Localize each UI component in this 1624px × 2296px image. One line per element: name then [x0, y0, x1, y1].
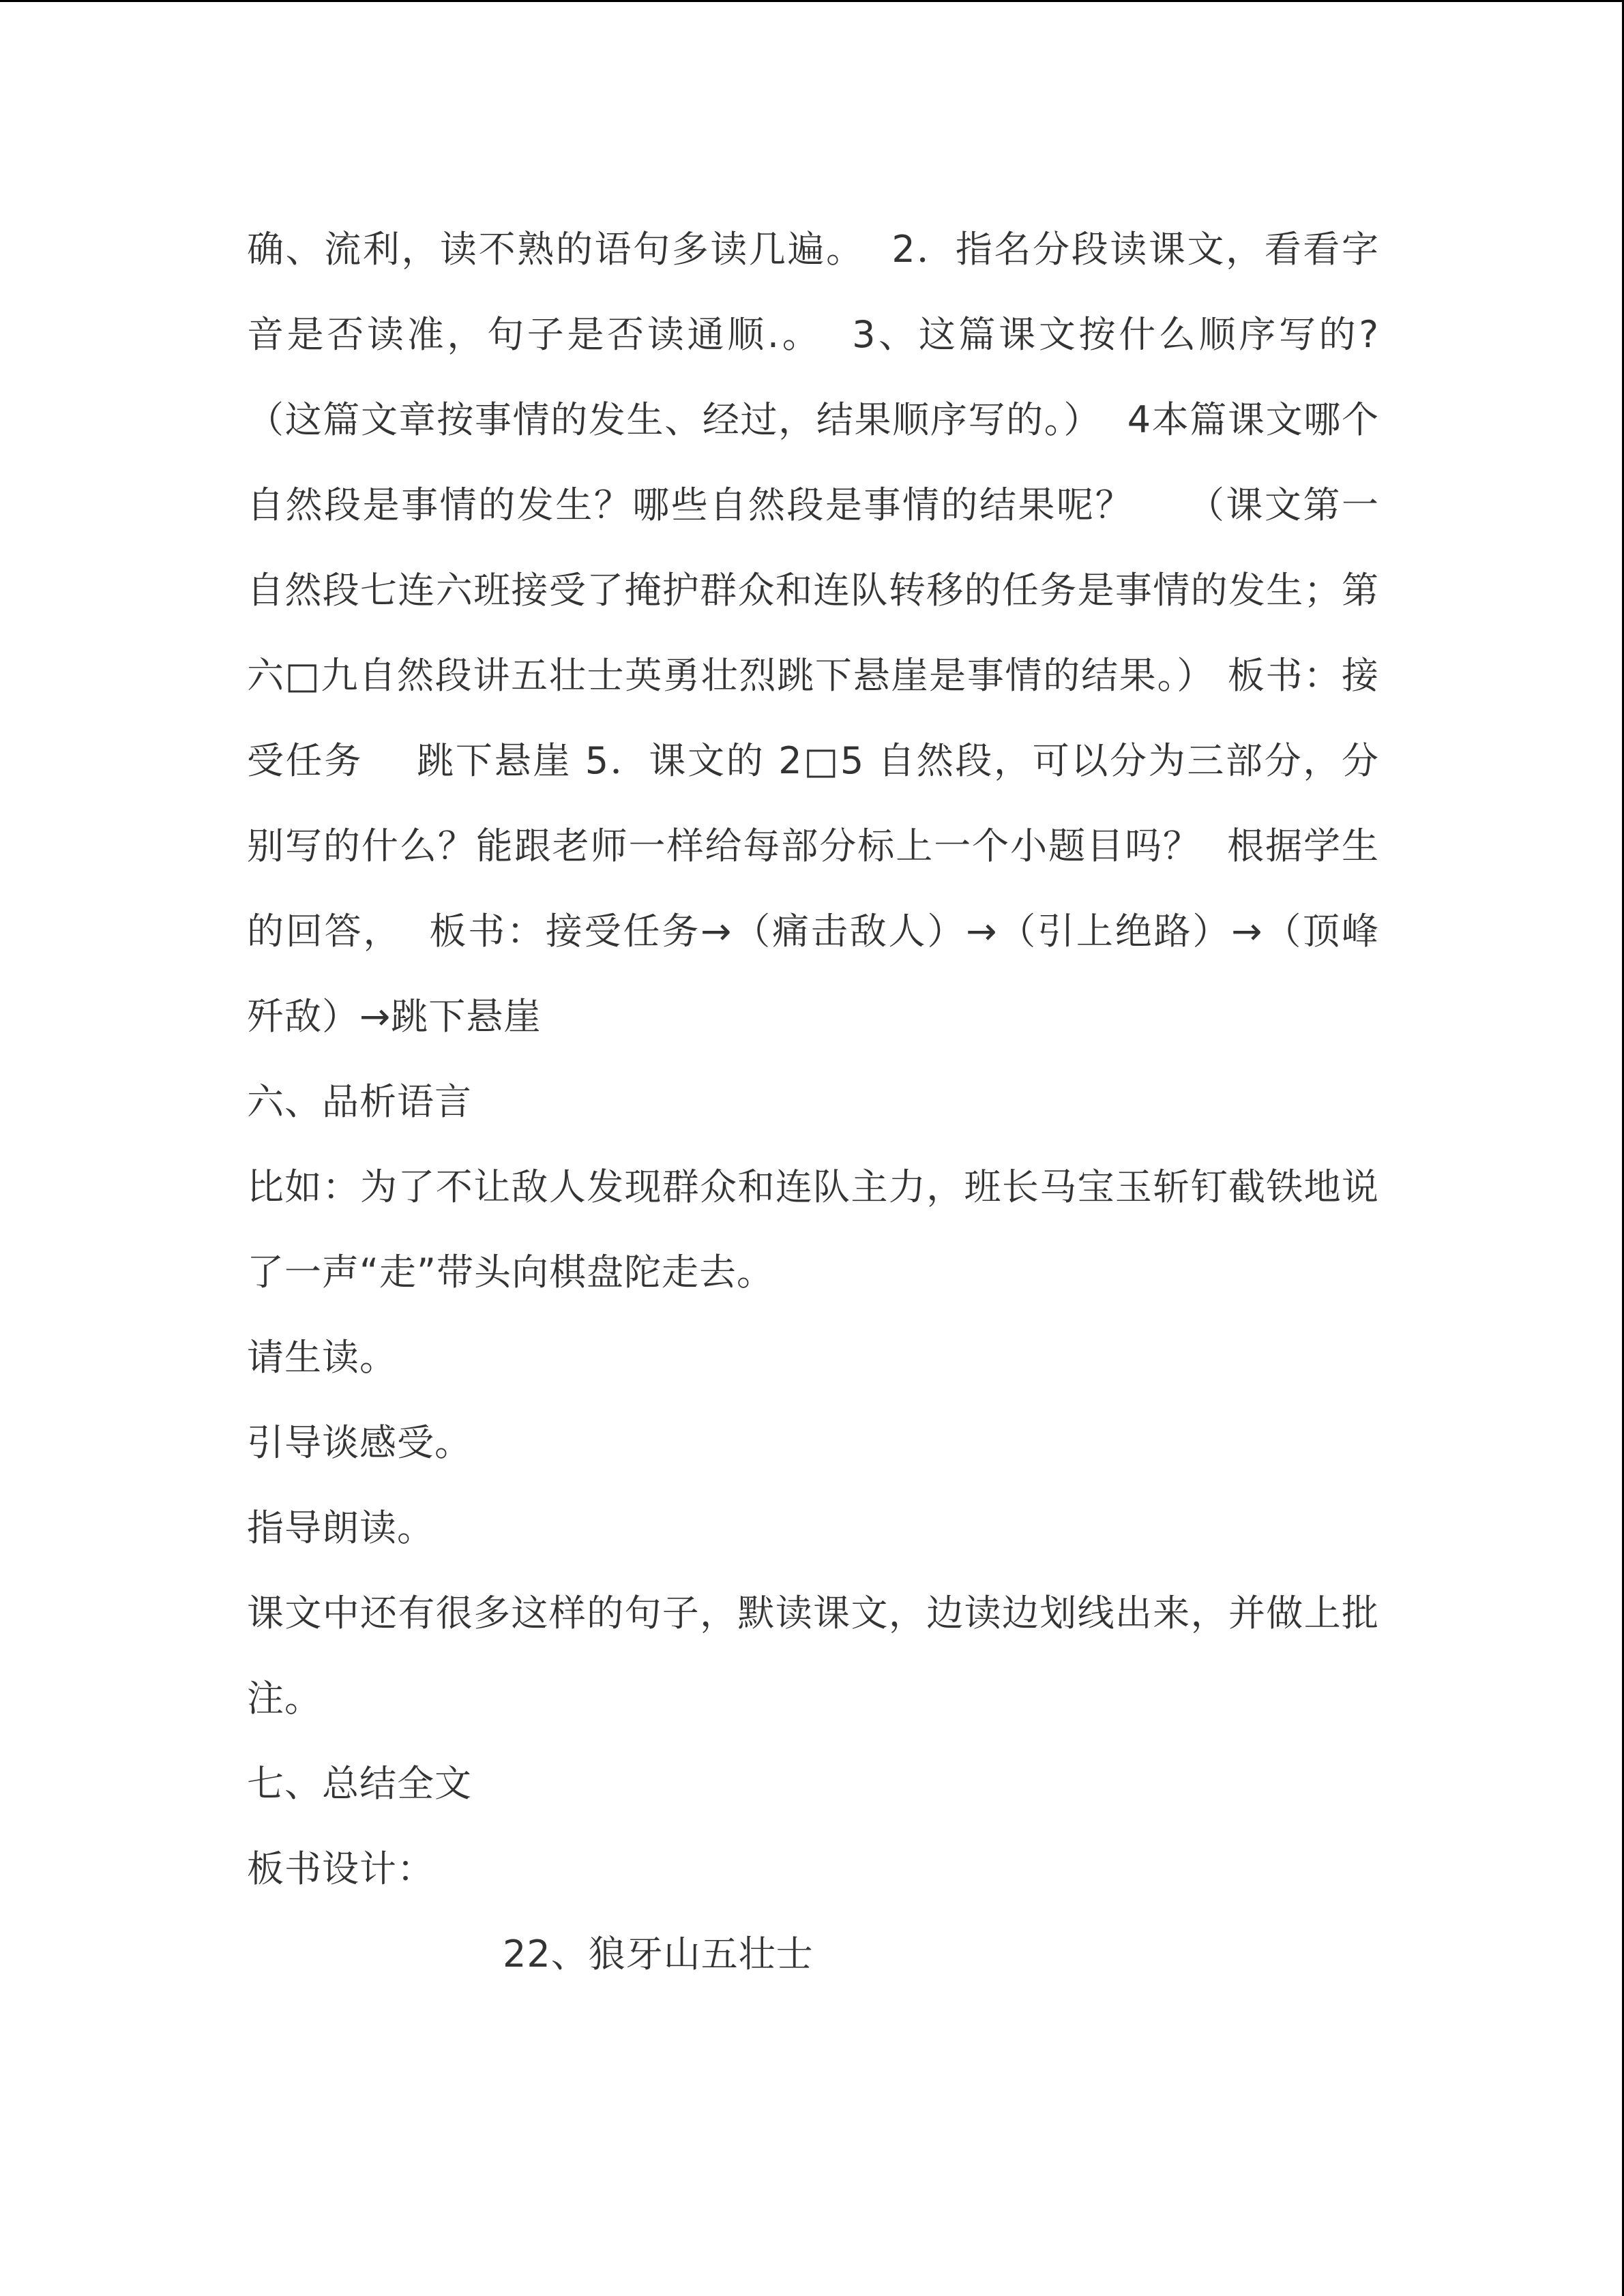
step-reading-aloud: 指导朗读。: [247, 1506, 434, 1549]
document-body: [247, 207, 1404, 1997]
step-read: 请生读。: [247, 1336, 397, 1379]
board-design-title: 22、狼牙山五壮士: [503, 1933, 814, 1976]
annotation-task: 课文中还有很多这样的句子，默读课文，边读边划线出来，并做上批注。: [247, 1592, 1379, 1720]
section-heading-six: 六、品析语言: [247, 1080, 472, 1123]
step-feelings: 引导谈感受。: [247, 1421, 472, 1464]
board-design-label: 板书设计：: [247, 1847, 434, 1890]
example-sentence: 比如：为了不让敌人发现群众和连队主力，班长马宝玉斩钉截铁地说了一声“走”带头向棋盘陀走去。: [247, 1165, 1379, 1294]
lesson-paragraph: 确、流利，读不熟的语句多读几遍。 2．指名分段读课文，看看字音是否读准，句子是否读通顺.。 3、这篇课文按什么顺序写的? （这篇文章按事情的发生、经过，结果顺序写的。） 4本篇课文哪个自然段是事情的发生？哪些自然段是事情的结果呢？ （课文第一自然段七连六班接受了掩护群众和连队转移的任务是事情的发生；第六□九自然段讲五壮士英勇壮烈跳下悬崖是事情的结果。） 板书：接受任务 跳下悬崖 5．课文的 2□5 自然段，可以分为三部分，分别写的什么？能跟老师一样给每部分标上一个小题目吗？ 根据学生的回答， 板书：接受任务→（痛击敌人）→（引上绝路）→（顶峰歼敌）→跳下悬崖: [247, 228, 1404, 1038]
section-heading-seven: 七、总结全文: [247, 1762, 472, 1805]
